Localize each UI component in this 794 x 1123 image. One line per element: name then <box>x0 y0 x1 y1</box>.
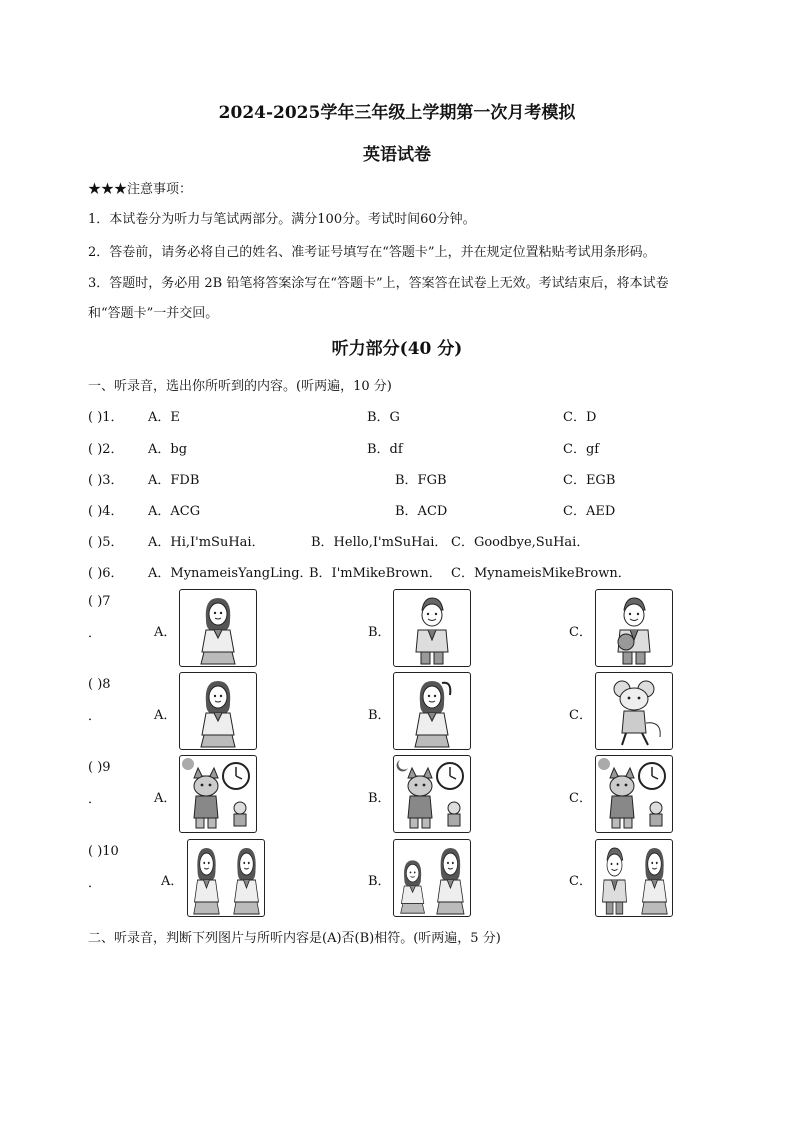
part1-instruction: 一、听录音，选出你所听到的内容。(听两遍，10 分) <box>88 379 392 394</box>
option-a-label: A． <box>154 791 177 806</box>
option-a-label: A． <box>154 708 177 723</box>
option-c-label: C． <box>569 874 592 889</box>
option-a[interactable]: A．bg <box>148 442 188 457</box>
option-a-image[interactable] <box>179 755 257 833</box>
question-number: ( )10 <box>88 844 119 859</box>
question-number: ( )4． <box>88 504 124 519</box>
option-a[interactable]: A．ACG <box>148 504 201 519</box>
option-c-image[interactable] <box>595 755 673 833</box>
listening-heading: 听力部分(40 分) <box>331 339 463 359</box>
option-a[interactable]: A．MynameisYangLing． <box>148 566 313 581</box>
option-b[interactable]: B．I'mMikeBrown． <box>309 566 442 581</box>
option-a-label: A． <box>154 625 177 640</box>
question-dot: ． <box>88 709 102 724</box>
question-number: ( )8 <box>88 677 111 692</box>
option-b[interactable]: B．ACD <box>395 504 448 519</box>
question-dot: ． <box>88 792 102 807</box>
question-number: ( )7 <box>88 594 111 609</box>
option-c[interactable]: C．MynameisMikeBrown． <box>451 566 631 581</box>
question-number: ( )1． <box>88 410 124 425</box>
question-dot: ． <box>88 876 102 891</box>
part2-instruction: 二、听录音，判断下列图片与所听内容是(A)否(B)相符。(听两遍，5 分) <box>88 931 501 946</box>
option-a[interactable]: A．E <box>148 410 180 425</box>
option-b-image[interactable] <box>393 672 471 750</box>
note-item-1: 1．本试卷分为听力与笔试两部分。满分100分。考试时间60分钟。 <box>88 212 476 227</box>
option-c[interactable]: C．EGB <box>563 473 616 488</box>
option-a-image[interactable] <box>179 589 257 667</box>
option-c[interactable]: C．Goodbye,SuHai． <box>451 535 590 550</box>
option-c-label: C． <box>569 708 592 723</box>
option-b[interactable]: B．df <box>367 442 403 457</box>
note-item-2: 2．答卷前，请务必将自己的姓名、准考证号填写在“答题卡”上，并在规定位置粘贴考试用条形码。 <box>88 245 656 260</box>
option-c-image[interactable] <box>595 589 673 667</box>
option-a-label: A． <box>161 874 184 889</box>
option-a-image[interactable] <box>179 672 257 750</box>
option-c-image[interactable] <box>595 839 673 917</box>
question-dot: ． <box>88 626 102 641</box>
option-b-image[interactable] <box>393 839 471 917</box>
option-c-image[interactable] <box>595 672 673 750</box>
question-number: ( )2． <box>88 442 124 457</box>
option-b[interactable]: B．Hello,I'mSuHai． <box>311 535 448 550</box>
option-b-image[interactable] <box>393 589 471 667</box>
option-b-image[interactable] <box>393 755 471 833</box>
question-number: ( )9 <box>88 760 111 775</box>
question-number: ( )3． <box>88 473 124 488</box>
option-b-label: B． <box>368 708 391 723</box>
question-number: ( )6． <box>88 566 124 581</box>
notes-heading: ★★★注意事项： <box>88 182 193 197</box>
option-c[interactable]: C．gf <box>563 442 600 457</box>
note-item-3: 3．答题时，务必用 2B 铅笔将答案涂写在“答题卡”上，答案答在试卷上无效。考试结束后，将本试卷 <box>88 276 669 291</box>
option-a[interactable]: A．FDB <box>148 473 200 488</box>
option-b[interactable]: B．G <box>367 410 400 425</box>
option-b-label: B． <box>368 874 391 889</box>
question-number: ( )5． <box>88 535 124 550</box>
option-c-label: C． <box>569 791 592 806</box>
option-c[interactable]: C．AED <box>563 504 616 519</box>
option-c-label: C． <box>569 625 592 640</box>
note-item-4: 和“答题卡”一并交回。 <box>88 306 219 321</box>
option-b-label: B． <box>368 791 391 806</box>
exam-subtitle: 英语试卷 <box>363 145 431 165</box>
option-a-image[interactable] <box>187 839 265 917</box>
option-a[interactable]: A．Hi,I'mSuHai． <box>148 535 265 550</box>
option-b[interactable]: B．FGB <box>395 473 447 488</box>
option-b-label: B． <box>368 625 391 640</box>
exam-title: 2024-2025学年三年级上学期第一次月考模拟 <box>218 103 576 123</box>
option-c[interactable]: C．D <box>563 410 597 425</box>
